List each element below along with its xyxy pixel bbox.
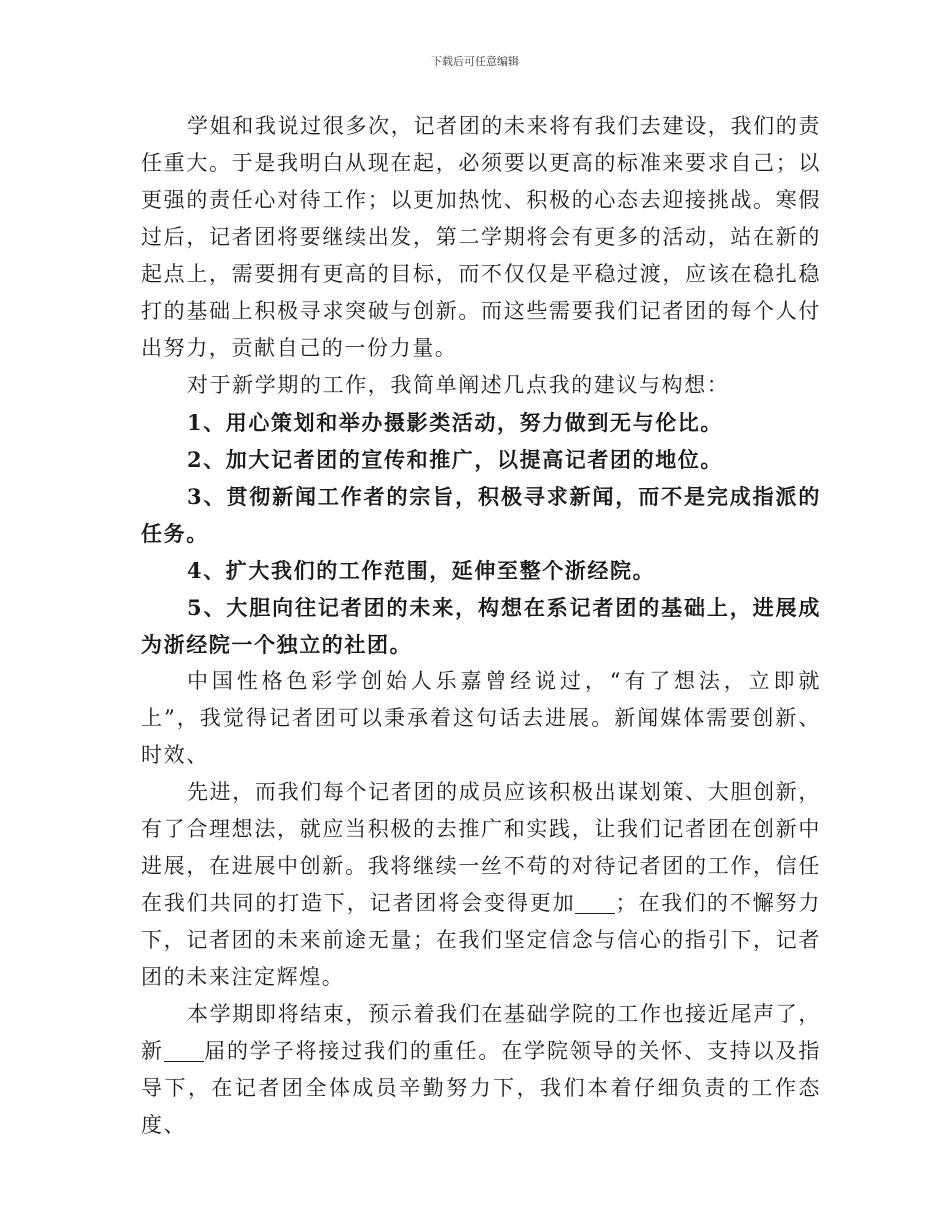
paragraph-term-summary-part1: 本学期即将结束，预示着我们在基础学院的工作也接近尾声了，新 — [141, 1002, 821, 1063]
list-item-5: 5、大胆向往记者团的未来，构想在系记者团的基础上，进展成为浙经院一个独立的社团。 — [141, 595, 821, 657]
paragraph-innovation-part2: ；在我们的不懈努力下，记者团的未来前途无量；在我们坚定信念与信心的指引下，记者团的未来注定辉煌。 — [141, 891, 821, 989]
list-item-1: 1、用心策划和举办摄影类活动，努力做到无与伦比。 — [187, 410, 724, 435]
paragraph-term-summary — [141, 996, 821, 1144]
list-item-3: 3、贯彻新闻工作者的宗旨，积极寻求新闻，而不是完成指派的任务。 — [141, 484, 821, 546]
blank-underline — [575, 891, 615, 914]
list-item-2: 2、加大记者团的宣传和推广，以提高记者团的地位。 — [187, 447, 724, 472]
paragraph-innovation — [141, 774, 821, 996]
paragraph-innovation-part1: 先进，而我们每个记者团的成员应该积极出谋划策、大胆创新，有了合理想法，就应当积极的去推广和实践，让我们记者团在创新中进展，在进展中创新。我将继续一丝不苟的对待记者团的工作，信任在我们共同的打造下，记者团将会变得更加 — [141, 780, 821, 915]
document-body — [141, 108, 821, 1144]
page-header-note: 下载后可任意编辑 — [431, 55, 519, 68]
paragraph-senior-advice: 学姐和我说过很多次，记者团的未来将有我们去建设，我们的责任重大。于是我明白从现在起，必须要以更高的标准来要求自己；以更强的责任心对待工作；以更加热忱、积极的心态去迎接挑战。寒假过后，记者团将要继续出发，第二学期将会有更多的活动，站在新的起点上，需要拥有更高的目标，而不仅仅是平稳过渡，应该在稳扎稳打的基础上积极寻求突破与创新。而这些需要我们记者团的每个人付出努力，贡献自己的一份力量。 — [141, 114, 821, 360]
paragraph-new-term-intro: 对于新学期的工作，我简单阐述几点我的建议与构想： — [187, 373, 730, 397]
paragraph-term-summary-part2: 届的学子将接过我们的重任。在学院领导的关怀、支持以及指导下，在记者团全体成员辛勤努力下，我们本着仔细负责的工作态度、 — [141, 1039, 821, 1137]
paragraph-lejia-quote: 中国性格色彩学创始人乐嘉曾经说过，“有了想法，立即就上”，我觉得记者团可以秉承着这句话去进展。新闻媒体需要创新、时效、 — [141, 669, 821, 767]
blank-underline — [164, 1039, 204, 1062]
list-item-4: 4、扩大我们的工作范围，延伸至整个浙经院。 — [187, 558, 656, 583]
